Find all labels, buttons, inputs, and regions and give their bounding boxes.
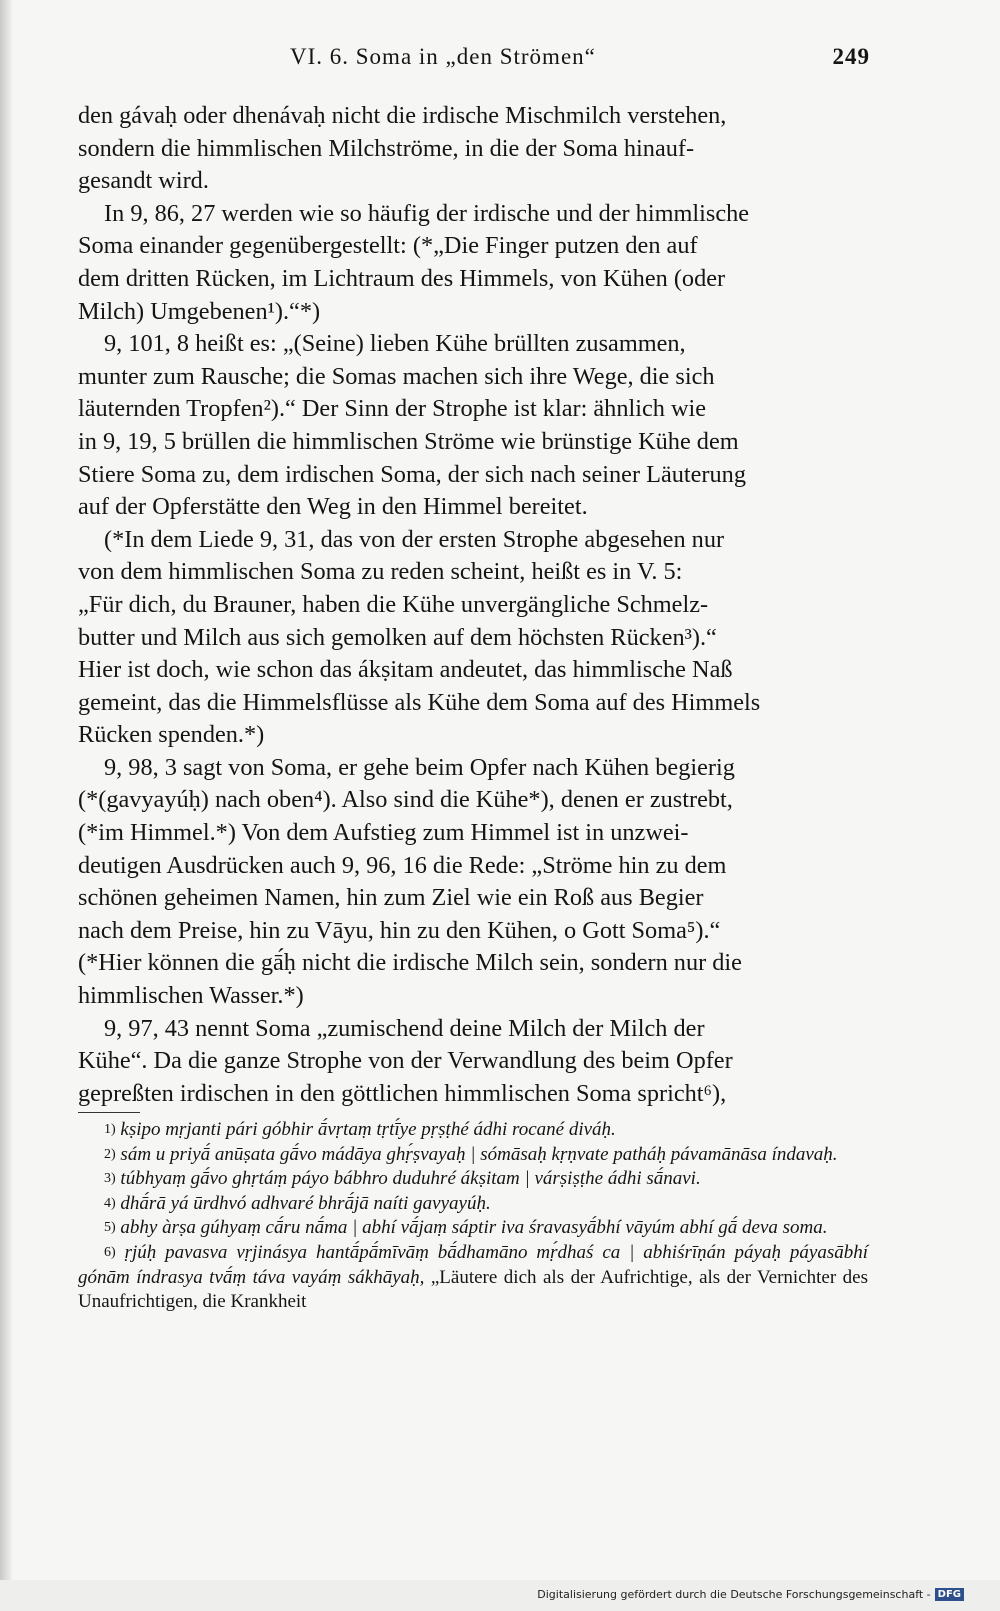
text-line: schönen geheimen Namen, hin zum Ziel wie ein Roß aus Begier bbox=[78, 884, 704, 912]
text-line: sondern die himmlischen Milchströme, in die der Soma hinauf- bbox=[78, 134, 695, 162]
footnote bbox=[78, 1241, 868, 1315]
text-line: deutigen Ausdrücken auch 9, 96, 16 die Rede: „Ströme hin zu dem bbox=[78, 851, 727, 879]
text-line: (*im Himmel.*) Von dem Aufstieg zum Himmel ist in unzwei- bbox=[78, 819, 689, 847]
footnote-mark: 6) bbox=[104, 1244, 116, 1260]
text-line: Hier ist doch, wie schon das ákṣitam andeutet, das himmlische Naß bbox=[78, 656, 733, 684]
text-line: dem dritten Rücken, im Lichtraum des Himmels, von Kühen (oder bbox=[78, 264, 726, 292]
page-gutter-shadow bbox=[0, 0, 12, 1611]
text-line: nach dem Preise, hin zu Vāyu, hin zu den Kühen, o Gott Soma⁵).“ bbox=[78, 916, 721, 944]
text-line: 9, 101, 8 heißt es: „(Seine) lieben Kühe brüllten zusammen, bbox=[104, 330, 686, 358]
text-line: In 9, 86, 27 werden wie so häufig der irdische und der himmlische bbox=[104, 199, 750, 227]
text-line: Soma einander gegenübergestellt: (*„Die Finger putzen den auf bbox=[78, 232, 698, 260]
footnote bbox=[78, 1143, 868, 1168]
footnote-text: túbhyaṃ gā́vo ghṛtáṃ páyo bábhro duduhré ákṣitam | várṣiṣṭhe ádhi sā́navi. bbox=[120, 1168, 701, 1190]
footnote bbox=[78, 1167, 868, 1192]
footnote-text: ṛjúḥ pavasva vṛjinásya hantā́pā́mīvāṃ bā́dhamāno mṛ́dhaś ca | abhiśrīṇán páyaḥ páyasābhí gónām índrasya tvā́ṃ táva vayáṃ sákhāyaḥ, bbox=[78, 1241, 868, 1288]
footnote-mark: 3) bbox=[104, 1171, 116, 1187]
main-text bbox=[78, 100, 868, 1110]
footnote bbox=[78, 1192, 868, 1217]
text-line: (*(gavyayúḥ) nach oben⁴). Also sind die Kühe*), denen er zustrebt, bbox=[78, 786, 733, 814]
text-line: Milch) Umgebenen¹).“*) bbox=[78, 297, 321, 325]
footnote-translation: „Läutere dich als der Aufrichtige, als der Vernichter des Unaufrichtigen, die Krankheit bbox=[78, 1266, 868, 1313]
text-line: „Für dich, du Brauner, haben die Kühe unvergängliche Schmelz- bbox=[78, 590, 709, 618]
text-line: 9, 98, 3 sagt von Soma, er gehe beim Opfer nach Kühen begierig bbox=[104, 753, 735, 781]
text-line: auf der Opferstätte den Weg in den Himmel bereitet. bbox=[78, 493, 588, 521]
text-line: munter zum Rausche; die Somas machen sich ihre Wege, die sich bbox=[78, 362, 715, 390]
footnote-mark: 4) bbox=[104, 1195, 116, 1211]
text-line: gemeint, das die Himmelsflüsse als Kühe dem Soma auf des Himmels bbox=[78, 688, 761, 716]
footnote-text: kṣipo mṛjanti pári góbhir ā́vṛtaṃ tṛtī́ye pṛṣṭhé ádhi rocané diváḥ. bbox=[120, 1119, 616, 1140]
text-line: butter und Milch aus sich gemolken auf dem höchsten Rücken³).“ bbox=[78, 623, 717, 651]
text-line: in 9, 19, 5 brüllen die himmlischen Ströme wie brünstige Kühe dem bbox=[78, 427, 739, 455]
digitization-credit bbox=[537, 1588, 964, 1601]
text-line: Kühe“. Da die ganze Strophe von der Verwandlung des beim Opfer bbox=[78, 1047, 733, 1075]
text-line: (*Hier können die gā́ḥ nicht die irdische Milch sein, sondern nur die bbox=[78, 949, 742, 977]
footnote-mark: 5) bbox=[104, 1220, 116, 1236]
dfg-logo-icon: DFG bbox=[935, 1588, 964, 1601]
running-head: VI. 6. Soma in „den Strömen“ bbox=[290, 44, 596, 69]
text-line: gesandt wird. bbox=[78, 167, 209, 195]
footnote-text: abhy àrṣa gúhyaṃ cā́ru nā́ma | abhí vā́jaṃ sáptir iva śravasyā́bhí vāyúm abhí gā́ deva soma. bbox=[120, 1217, 828, 1239]
footnote bbox=[78, 1216, 868, 1241]
footnote-mark: 1) bbox=[104, 1122, 116, 1137]
footnote-mark: 2) bbox=[104, 1146, 116, 1162]
footnote-rule bbox=[78, 1112, 140, 1113]
digitization-credit-text: Digitalisierung gefördert durch die Deutsche Forschungsgemeinschaft - bbox=[537, 1588, 931, 1601]
footnotes bbox=[78, 1118, 868, 1315]
footnote-text: sám u priyā́ anūṣata gā́vo mádāya ghṛ́ṣvayaḥ | sómāsaḥ kṛṇvate patháḥ pávamānāsa índavaḥ. bbox=[120, 1143, 838, 1165]
text-line: (*In dem Liede 9, 31, das von der ersten Strophe abgesehen nur bbox=[104, 525, 725, 553]
text-line: den gávaḥ oder dhenávaḥ nicht die irdische Mischmilch verstehen, bbox=[78, 102, 727, 129]
page-header bbox=[80, 44, 870, 76]
text-line: läuternden Tropfen²).“ Der Sinn der Strophe ist klar: ähnlich wie bbox=[78, 395, 707, 423]
footnote-text: dhā́rā yá ūrdhvó adhvaré bhrā́jā naíti gavyayúḥ. bbox=[120, 1192, 491, 1214]
page-number: 249 bbox=[832, 44, 870, 69]
text-line: 9, 97, 43 nennt Soma „zumischend deine Milch der Milch der bbox=[104, 1014, 705, 1042]
text-line: von dem himmlischen Soma zu reden scheint, heißt es in V. 5: bbox=[78, 558, 683, 586]
text-line: Stiere Soma zu, dem irdischen Soma, der sich nach seiner Läuterung bbox=[78, 460, 746, 488]
footnote bbox=[78, 1118, 868, 1143]
text-line: gepreßten irdischen in den göttlichen himmlischen Soma spricht⁶), bbox=[78, 1079, 727, 1107]
text-line: himmlischen Wasser.*) bbox=[78, 982, 304, 1010]
text-line: Rücken spenden.*) bbox=[78, 721, 265, 749]
